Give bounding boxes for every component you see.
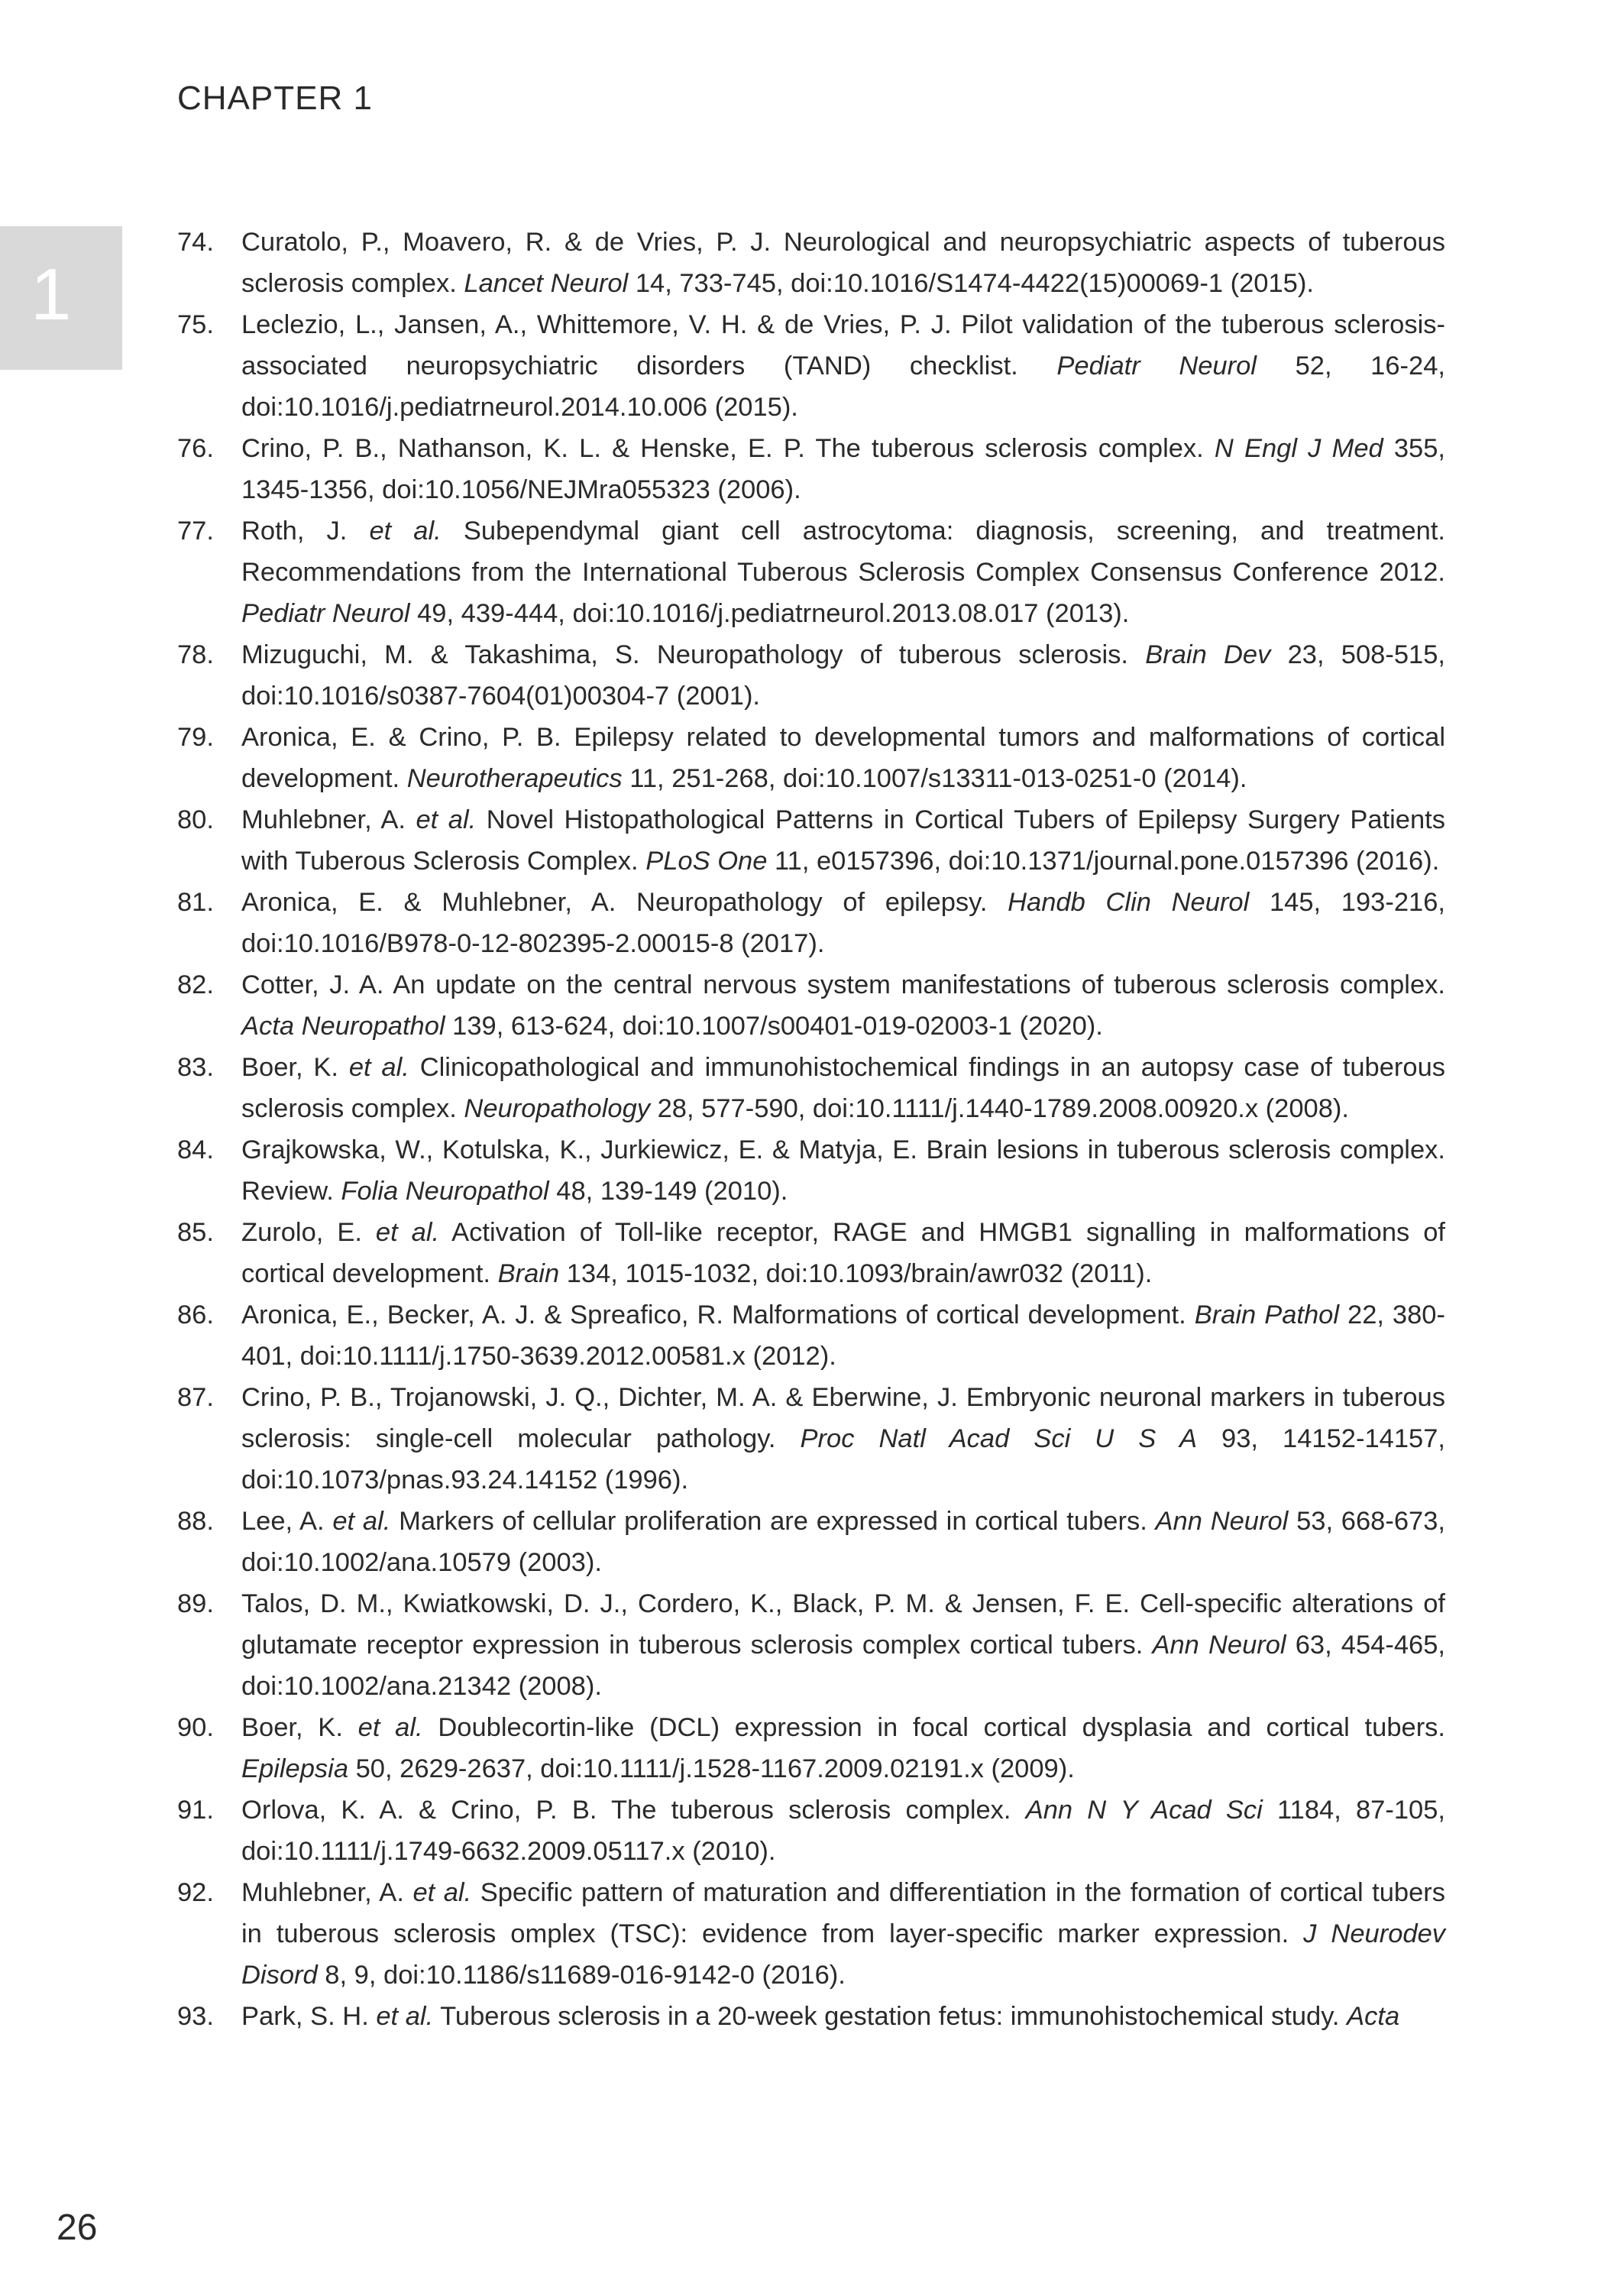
reference-segment: 145, 193-216, doi:10.1016/B978-0-12-802395-2.00015-8 (2017). [241,888,1445,958]
reference-italic-segment: Ann Neurol [1155,1507,1289,1536]
reference-item [177,799,1445,882]
reference-segment: 48, 139-149 (2010). [548,1177,788,1206]
reference-segment: 22, 380-401, doi:10.1111/j.1750-3639.2012.00581.x (2012). [241,1300,1445,1371]
reference-number: 80. [177,805,214,834]
reference-number: 89. [177,1589,214,1618]
reference-italic-segment: Folia Neuropathol [341,1177,549,1206]
reference-segment: Novel Histopathological Patterns in Cortical Tubers of Epilepsy Surgery Patients with Tuberous Sclerosis Complex. [241,805,1446,876]
reference-item [177,1129,1445,1212]
reference-number: 85. [177,1218,214,1247]
reference-italic-segment: et al. [375,1218,440,1247]
reference-segment: Crino, P. B., Nathanson, K. L. & Henske, E. P. The tuberous sclerosis complex. [241,434,1215,463]
reference-italic-segment: N Engl J Med [1214,434,1383,463]
reference-item [177,717,1445,799]
reference-segment: Park, S. H. [241,2002,377,2031]
reference-segment: Roth, J. [241,517,370,546]
reference-segment: 139, 613-624, doi:10.1007/s00401-019-02003-1 (2020). [445,1012,1103,1041]
reference-text [241,1996,1445,2037]
reference-item [177,1047,1445,1129]
reference-number: 91. [177,1796,214,1825]
reference-item [177,1996,1445,2037]
reference-text [241,510,1445,634]
reference-number: 79. [177,723,214,752]
reference-italic-segment: Neuropathology [464,1094,651,1123]
reference-segment: Boer, K. [241,1713,358,1742]
reference-segment: 49, 439-444, doi:10.1016/j.pediatrneurol.2013.08.017 (2013). [409,599,1130,628]
reference-item [177,1501,1445,1583]
reference-italic-segment: Acta Neuropathol [241,1012,445,1041]
reference-text [241,882,1445,964]
reference-segment: Subependymal giant cell astrocytoma: diagnosis, screening, and treatment. Recommendations from the International Tuberous Sclerosis Complex Consensus Conference 2012. [241,517,1446,587]
chapter-title: CHAPTER 1 [177,79,373,117]
reference-item [177,510,1445,634]
reference-text [241,222,1445,304]
reference-item [177,304,1445,428]
reference-number: 88. [177,1507,214,1536]
reference-item [177,964,1445,1047]
reference-italic-segment: Brain Dev [1145,640,1271,669]
reference-segment: Cotter, J. A. An update on the central nervous system manifestations of tuberous sclerosis complex. [241,970,1445,999]
reference-italic-segment: et al. [376,2002,434,2031]
reference-number: 92. [177,1878,214,1907]
reference-segment: 93, 14152-14157, doi:10.1073/pnas.93.24.14152 (1996). [241,1424,1445,1495]
reference-segment: Aronica, E. & Crino, P. B. Epilepsy related to developmental tumors and malformations of cortical development. [241,723,1445,793]
reference-segment: Muhlebner, A. [241,805,416,834]
reference-segment: Doublecortin-like (DCL) expression in focal cortical dysplasia and cortical tubers. [422,1713,1446,1742]
reference-italic-segment: Ann N Y Acad Sci [1025,1796,1263,1825]
reference-list [177,222,1445,2037]
reference-italic-segment: Ann Neurol [1152,1631,1286,1660]
reference-number: 83. [177,1053,214,1082]
reference-segment: Lee, A. [241,1507,333,1536]
reference-italic-segment: J Neurodev Disord [241,1919,1446,1990]
reference-italic-segment: Proc Natl Acad Sci U S A [800,1424,1198,1453]
reference-number: 74. [177,228,214,257]
reference-segment: 11, e0157396, doi:10.1371/journal.pone.0157396 (2016). [767,847,1440,876]
reference-text [241,964,1445,1047]
reference-item [177,222,1445,304]
reference-italic-segment: Pediatr Neurol [1056,351,1257,381]
reference-segment: Aronica, E., Becker, A. J. & Spreafico, R. Malformations of cortical development. [241,1300,1195,1329]
reference-segment: 11, 251-268, doi:10.1007/s13311-013-0251-0 (2014). [622,764,1247,793]
reference-number: 78. [177,640,214,669]
reference-italic-segment: PLoS One [645,847,768,876]
reference-segment: Aronica, E. & Muhlebner, A. Neuropathology of epilepsy. [241,888,1008,917]
reference-segment: 8, 9, doi:10.1186/s11689-016-9142-0 (2016). [317,1961,846,1990]
reference-item [177,1583,1445,1707]
reference-segment: Zurolo, E. [241,1218,376,1247]
reference-segment: 1184, 87-105, doi:10.1111/j.1749-6632.2009.05117.x (2010). [241,1796,1445,1866]
page-number: 26 [57,2207,98,2248]
reference-text [241,717,1445,799]
reference-italic-segment: Brain [497,1259,560,1288]
reference-number: 87. [177,1383,214,1412]
reference-segment: 23, 508-515, doi:10.1016/s0387-7604(01)00304-7 (2001). [241,640,1446,711]
reference-segment: Crino, P. B., Trojanowski, J. Q., Dichter, M. A. & Eberwine, J. Embryonic neuronal markers in tuberous sclerosis: single-cell molecular pathology. [241,1383,1445,1453]
reference-text [241,1872,1445,1996]
reference-text [241,799,1445,882]
reference-item [177,1789,1445,1872]
reference-italic-segment: Neurotherapeutics [406,764,623,793]
reference-item [177,1872,1445,1996]
reference-number: 82. [177,970,214,999]
reference-segment: Talos, D. M., Kwiatkowski, D. J., Cordero, K., Black, P. M. & Jensen, F. E. Cell-specific alterations of glutamate receptor expression in tuberous sclerosis complex cortical tubers. [241,1589,1445,1660]
reference-segment: Markers of cellular proliferation are expressed in cortical tubers. [390,1507,1156,1536]
reference-segment: Orlova, K. A. & Crino, P. B. The tuberous sclerosis complex. [241,1796,1026,1825]
reference-italic-segment: et al. [357,1713,423,1742]
reference-text [241,1707,1445,1789]
chapter-tab [0,226,122,370]
reference-segment: Activation of Toll-like receptor, RAGE and HMGB1 signalling in malformations of cortical development. [241,1218,1445,1288]
reference-italic-segment: Brain Pathol [1194,1300,1340,1329]
reference-segment: Clinicopathological and immunohistochemical findings in an autopsy case of tuberous sclerosis complex. [241,1053,1446,1123]
reference-segment: Leclezio, L., Jansen, A., Whittemore, V. H. & de Vries, P. J. Pilot validation of the tuberous sclerosis-associated neuropsychiatric disorders (TAND) checklist. [241,310,1445,381]
reference-italic-segment: Handb Clin Neurol [1008,888,1250,917]
reference-number: 84. [177,1135,214,1164]
reference-item [177,1377,1445,1501]
reference-segment: 50, 2629-2637, doi:10.1111/j.1528-1167.2009.02191.x (2009). [348,1754,1075,1783]
reference-segment: Curatolo, P., Moavero, R. & de Vries, P. J. Neurological and neuropsychiatric aspects of tuberous sclerosis complex. [241,228,1445,298]
reference-number: 93. [177,2002,214,2031]
reference-number: 81. [177,888,214,917]
reference-item [177,1212,1445,1294]
chapter-tab-number: 1 [31,254,72,335]
reference-italic-segment: Lancet Neurol [464,269,629,298]
reference-text [241,634,1445,717]
reference-segment: 53, 668-673, doi:10.1002/ana.10579 (2003). [241,1507,1446,1577]
reference-segment: Grajkowska, W., Kotulska, K., Jurkiewicz, E. & Matyja, E. Brain lesions in tuberous sclerosis complex. Review. [241,1135,1445,1206]
reference-text [241,1294,1445,1377]
reference-segment: Boer, K. [241,1053,349,1082]
reference-segment: 52, 16-24, doi:10.1016/j.pediatrneurol.2014.10.006 (2015). [241,351,1446,422]
reference-item [177,634,1445,717]
reference-segment: 63, 454-465, doi:10.1002/ana.21342 (2008). [241,1631,1445,1701]
reference-segment: Tuberous sclerosis in a 20-week gestation fetus: immunohistochemical study. [433,2002,1347,2031]
reference-italic-segment: Acta [1347,2002,1400,2031]
reference-segment: Muhlebner, A. [241,1878,413,1907]
reference-segment: Specific pattern of maturation and differentiation in the formation of cortical tubers in tuberous sclerosis omplex (TSC): evidence from layer-specific marker expression. [241,1878,1446,1948]
reference-text [241,304,1445,428]
reference-item [177,1707,1445,1789]
reference-segment: Mizuguchi, M. & Takashima, S. Neuropathology of tuberous sclerosis. [241,640,1146,669]
reference-number: 90. [177,1713,214,1742]
reference-segment: 28, 577-590, doi:10.1111/j.1440-1789.2008.00920.x (2008). [650,1094,1349,1123]
reference-item [177,1294,1445,1377]
reference-number: 86. [177,1300,214,1329]
reference-number: 77. [177,517,214,546]
reference-text [241,1129,1445,1212]
reference-number: 75. [177,310,214,339]
reference-italic-segment: et al. [332,1507,391,1536]
reference-italic-segment: Pediatr Neurol [241,599,410,628]
reference-italic-segment: et al. [412,1878,472,1907]
reference-segment: 134, 1015-1032, doi:10.1093/brain/awr032 (2011). [559,1259,1153,1288]
reference-segment: 355, 1345-1356, doi:10.1056/NEJMra055323 (2006). [241,434,1445,504]
reference-item [177,428,1445,510]
reference-item [177,882,1445,964]
reference-text [241,1583,1445,1707]
reference-italic-segment: et al. [416,805,477,834]
reference-text [241,1212,1445,1294]
reference-italic-segment: et al. [348,1053,409,1082]
reference-text [241,1377,1445,1501]
reference-text [241,1789,1445,1872]
reference-segment: 14, 733-745, doi:10.1016/S1474-4422(15)00069-1 (2015). [628,269,1314,298]
reference-text [241,1501,1445,1583]
reference-text [241,1047,1445,1129]
reference-italic-segment: Epilepsia [241,1754,349,1783]
reference-text [241,428,1445,510]
reference-italic-segment: et al. [369,517,442,546]
reference-number: 76. [177,434,214,463]
